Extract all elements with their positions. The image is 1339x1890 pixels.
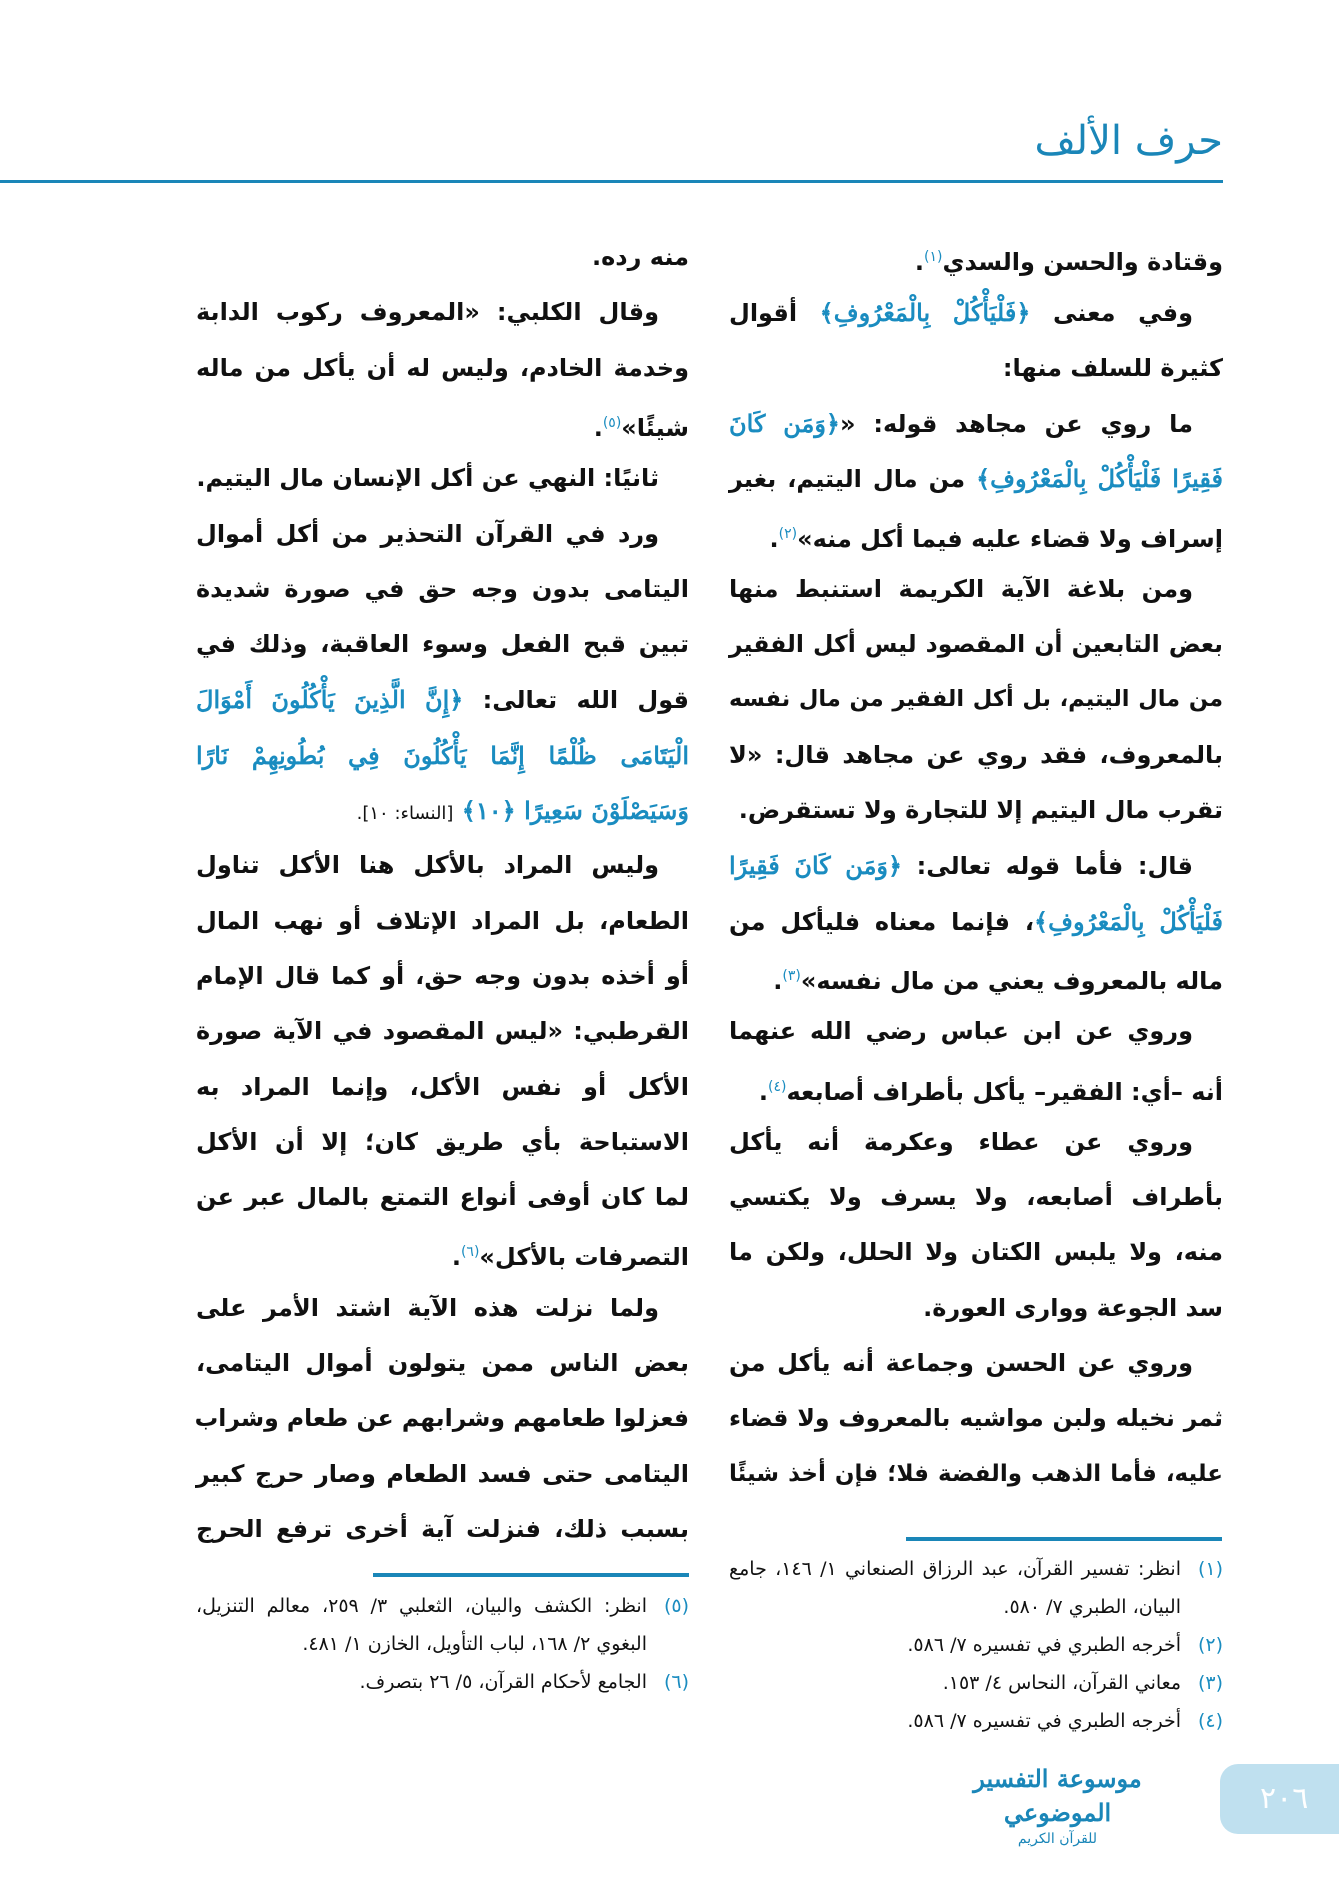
footnote-number: (٣) <box>1197 1672 1223 1694</box>
text-run: القرطبي: «ليس المقصود في الآية صورة <box>196 1017 689 1046</box>
text-line <box>196 396 689 451</box>
text-line <box>729 1225 1223 1280</box>
header-divider <box>0 180 1223 183</box>
chapter-title: حرف الألف <box>1034 118 1223 164</box>
footnote <box>729 1702 1223 1740</box>
verse-reference: [النساء: ١٠]. <box>356 803 454 824</box>
text-line <box>729 507 1223 562</box>
text-run: لما كان أوفى أنواع التمتع بالمال عبر عن <box>196 1183 689 1212</box>
text-line <box>729 341 1223 396</box>
text-line <box>729 451 1223 506</box>
footnote-ref[interactable]: (٤) <box>768 1078 787 1095</box>
text-run: . <box>773 966 783 995</box>
text-line <box>196 783 689 838</box>
text-run: وقتادة والحسن والسدي <box>942 248 1223 276</box>
text-line <box>196 672 689 727</box>
text-line <box>729 1447 1223 1502</box>
text-run: سد الجوعة ووارى العورة. <box>923 1293 1223 1322</box>
logo-title: موسوعة التفسير الموضوعي <box>973 1764 1142 1827</box>
text-run: وروي عن ابن عباس رضي الله عنهما <box>729 1017 1193 1046</box>
text-run: وخدمة الخادم، وليس له أن يأكل من ماله <box>196 353 689 382</box>
footnote-ref[interactable]: (١) <box>923 249 943 265</box>
text-run: اليتامى بدون وجه حق في صورة شديدة <box>196 574 689 603</box>
text-run: وروي عن الحسن وجماعة أنه يأكل من <box>729 1349 1193 1377</box>
text-run: قول الله تعالى: <box>463 686 689 715</box>
text-run: منه رده. <box>592 243 689 271</box>
footnote-ref[interactable]: (٥) <box>602 414 622 431</box>
text-line <box>729 1115 1223 1170</box>
text-line <box>729 783 1223 838</box>
text-run: . <box>451 1243 461 1272</box>
quran-verse: ﴿إِنَّ الَّذِينَ يَأْكُلُونَ أَمْوَالَ <box>196 685 464 715</box>
text-line <box>196 1447 689 1502</box>
quran-verse: ﴿فَلْيَأْكُلْ بِالْمَعْرُوفِ﴾ <box>819 298 1031 328</box>
text-run: الأكل أو نفس الأكل، وإنما المراد به <box>196 1072 689 1101</box>
text-run: ولما نزلت هذه الآية اشتد الأمر على <box>196 1293 659 1322</box>
text-line <box>729 562 1223 617</box>
text-line <box>729 1336 1223 1391</box>
text-run: تبين قبح الفعل وسوء العاقبة، وذلك في <box>196 630 689 659</box>
text-run: تقرب مال اليتيم إلا للتجارة ولا تستقرض. <box>738 796 1223 824</box>
footnote-number: (٥) <box>663 1595 689 1617</box>
text-run: ومن بلاغة الآية الكريمة استنبط منها <box>729 574 1193 603</box>
text-run: وروي عن عطاء وعكرمة أنه يأكل <box>729 1127 1193 1156</box>
quran-verse: ﴿وَمَن كَانَ فَقِيرًا <box>729 851 903 881</box>
text-line <box>729 285 1223 340</box>
text-run: وليس المراد بالأكل هنا الأكل تناول <box>196 851 659 880</box>
text-run: كثيرة للسلف منها: <box>1002 353 1223 382</box>
footnote-text: الجامع لأحكام القرآن، ٥/ ٢٦ بتصرف. <box>359 1671 647 1693</box>
text-line <box>729 672 1223 727</box>
text-line <box>196 894 689 949</box>
text-run: . <box>769 524 779 553</box>
text-run: بعض الناس ممن يتولون أموال اليتامى، <box>196 1349 689 1377</box>
text-line <box>196 1170 689 1225</box>
footnote-number: (٢) <box>1197 1634 1223 1656</box>
section-heading <box>196 451 689 506</box>
footnote-text: أخرجه الطبري في تفسيره ٧/ ٥٨٦. <box>907 1710 1181 1732</box>
text-line <box>196 949 689 1004</box>
text-run: ثمر نخيله ولبن مواشيه بالمعروف ولا قضاء <box>729 1404 1223 1433</box>
text-line <box>729 1060 1223 1115</box>
text-run: ثانيًا: النهي عن أكل الإنسان مال اليتيم. <box>196 464 659 493</box>
text-line <box>729 1004 1223 1059</box>
text-line <box>196 1502 689 1557</box>
footnote-separator-right <box>906 1537 1222 1541</box>
text-run: ، فإنما معناه فليأكل من <box>729 907 1035 936</box>
text-run: بعض التابعين أن المقصود ليس أكل الفقير <box>729 630 1223 659</box>
text-line <box>196 728 689 783</box>
text-line <box>729 894 1223 949</box>
text-run: من مال اليتيم، بغير <box>729 465 977 494</box>
text-line <box>729 949 1223 1004</box>
text-line <box>196 838 689 893</box>
text-line <box>196 1225 689 1280</box>
text-line <box>729 1170 1223 1225</box>
text-line <box>729 728 1223 783</box>
text-run: ما روي عن مجاهد قوله: « <box>840 409 1193 438</box>
text-run: إسراف ولا قضاء عليه فيما أكل منه» <box>797 524 1223 553</box>
text-run: . <box>593 413 603 442</box>
footnote-number: (٤) <box>1197 1710 1223 1732</box>
footnote <box>196 1587 689 1663</box>
text-run: وقال الكلبي: «المعروف ركوب الدابة <box>196 298 659 327</box>
footnotes-left <box>196 1587 689 1701</box>
text-run: اليتامى حتى فسد الطعام وصار حرج كبير <box>196 1459 689 1488</box>
encyclopedia-logo <box>935 1762 1180 1848</box>
text-line <box>196 507 689 562</box>
footnote-text: معاني القرآن، النحاس ٤/ ١٥٣. <box>942 1672 1181 1694</box>
text-run: منه، ولا يلبس الكتان ولا الحلل، ولكن ما <box>729 1238 1223 1267</box>
text-line <box>196 617 689 672</box>
quran-verse: وَسَيَصْلَوْنَ سَعِيرًا ﴿١٠﴾ <box>453 796 689 825</box>
text-run: شيئًا» <box>621 413 689 442</box>
text-line <box>196 1281 689 1336</box>
text-line <box>196 1391 689 1446</box>
logo-subtitle: للقرآن الكريم <box>1017 1831 1098 1847</box>
text-run: ورد في القرآن التحذير من أكل أموال <box>196 519 659 548</box>
footnote <box>196 1663 689 1701</box>
text-run: ماله بالمعروف يعني من مال نفسه» <box>800 966 1223 995</box>
text-run: من مال اليتيم، بل أكل الفقير من مال نفسه <box>729 686 1223 713</box>
text-run: قال: فأما قوله تعالى: <box>902 852 1193 881</box>
footnote-ref[interactable]: (٢) <box>778 525 798 542</box>
text-run: الطعام، بل المراد الإتلاف أو نهب المال <box>196 906 689 935</box>
text-line <box>196 1004 689 1059</box>
text-run: عليه، فأما الذهب والفضة فلا؛ فإن أخذ شيئًا <box>729 1460 1223 1487</box>
text-run: . <box>914 248 924 276</box>
text-line <box>729 1281 1223 1336</box>
text-line <box>729 838 1223 893</box>
text-line <box>729 1391 1223 1446</box>
footnote-separator-left <box>373 1573 689 1577</box>
quran-verse: فَلْيَأْكُلْ بِالْمَعْرُوفِ﴾ <box>1034 906 1223 936</box>
text-run: . <box>758 1077 769 1106</box>
quran-verse: فَقِيرًا فَلْيَأْكُلْ بِالْمَعْرُوفِ﴾ <box>976 464 1223 494</box>
text-run: الاستباحة بأي طريق كان؛ إلا أن الأكل <box>196 1127 689 1156</box>
footnote-ref[interactable]: (٣) <box>782 967 801 984</box>
footnote-number: (٦) <box>663 1671 689 1693</box>
text-line <box>196 1060 689 1115</box>
text-run: بالمعروف، فقد روي عن مجاهد قال: «لا <box>729 740 1223 769</box>
footnote-text: أخرجه الطبري في تفسيره ٧/ ٥٨٦. <box>907 1634 1181 1656</box>
footnote <box>729 1550 1223 1626</box>
text-run: أقوال <box>729 299 820 328</box>
text-run: بسبب ذلك، فنزلت آية أخرى ترفع الحرج <box>196 1514 689 1543</box>
text-line <box>729 396 1223 451</box>
text-line <box>196 285 689 340</box>
text-line <box>196 562 689 617</box>
text-run: بأطراف أصابعه، ولا يسرف ولا يكتسي <box>729 1183 1223 1212</box>
text-run: التصرفات بالأكل» <box>479 1243 689 1272</box>
footnote-text: انظر: الكشف والبيان، الثعلبي ٣/ ٢٥٩، معالم التنزيل، البغوي ٢/ ١٦٨، لباب التأويل، الخازن ١/ ٤٨١. <box>196 1595 647 1655</box>
text-line <box>196 1115 689 1170</box>
footnote-number: (١) <box>1197 1558 1223 1580</box>
footnote <box>729 1626 1223 1664</box>
footnotes-right <box>729 1550 1223 1740</box>
footnote <box>729 1664 1223 1702</box>
text-run: أنه –أي: الفقير– يأكل بأطراف أصابعه <box>786 1077 1223 1106</box>
quran-verse: ﴿وَمَن كَانَ <box>729 408 840 438</box>
text-run: وفي معنى <box>1030 299 1193 328</box>
quran-verse: الْيَتَامَى ظُلْمًا إِنَّمَا يَأْكُلُونَ فِي بُطُونِهِمْ نَارًا <box>196 740 689 770</box>
text-run: فعزلوا طعامهم وشرابهم عن طعام وشراب <box>194 1404 689 1433</box>
text-line <box>196 341 689 396</box>
text-line <box>729 230 1223 285</box>
text-line <box>729 617 1223 672</box>
footnote-text: انظر: تفسير القرآن، عبد الرزاق الصنعاني ١/ ١٤٦، جامع البيان، الطبري ٧/ ٥٨٠. <box>729 1558 1181 1618</box>
text-run: أو أخذه بدون وجه حق، أو كما قال الإمام <box>196 961 689 990</box>
page-number: ٢٠٦ <box>1220 1764 1339 1834</box>
text-line <box>196 230 689 285</box>
footnote-ref[interactable]: (٦) <box>460 1244 480 1261</box>
text-line <box>196 1336 689 1391</box>
